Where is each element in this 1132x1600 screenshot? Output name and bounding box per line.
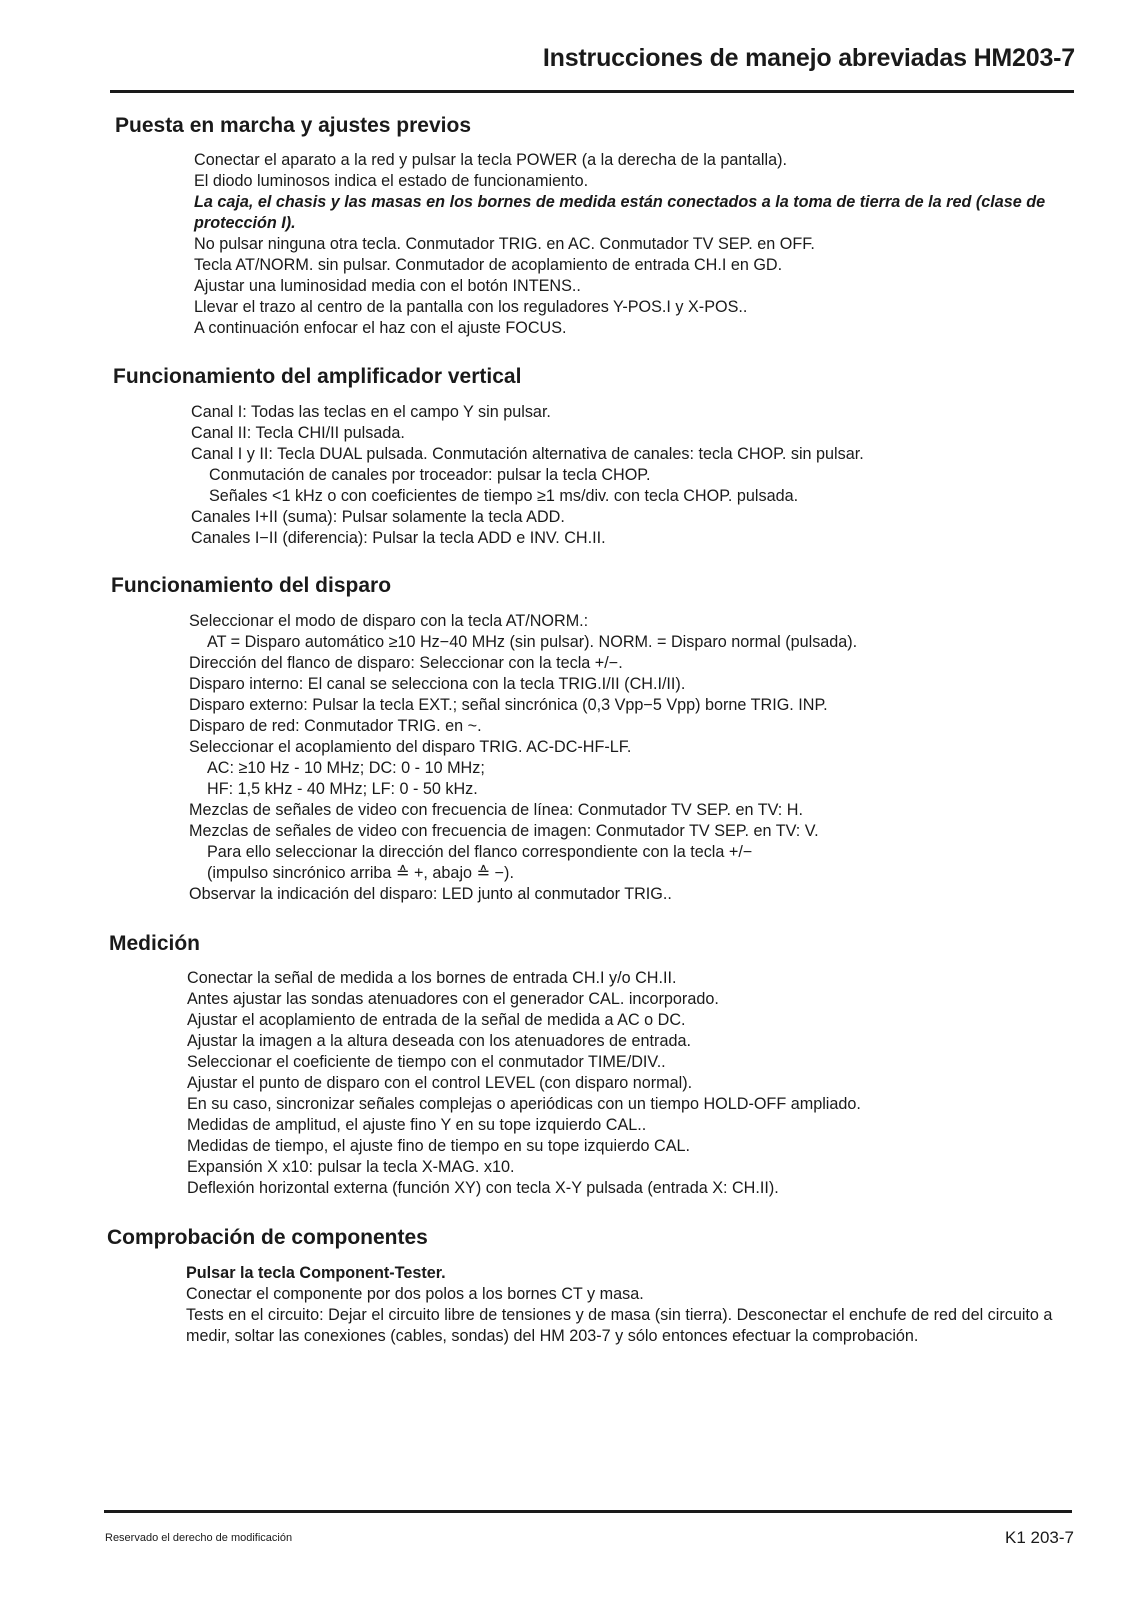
text-line: Canal I: Todas las teclas en el campo Y sin pulsar. [191,403,551,421]
text-line: El diodo luminosos indica el estado de funcionamiento. [194,172,589,190]
text-line: No pulsar ninguna otra tecla. Conmutador TRIG. en AC. Conmutador TV SEP. en OFF. [194,235,815,253]
text-line: En su caso, sincronizar señales complejas o aperiódicas con un tiempo HOLD-OFF ampliado. [187,1095,861,1113]
text-line: Pulsar la tecla Component-Tester. [186,1264,446,1282]
text-line: Ajustar una luminosidad media con el botón INTENS.. [194,277,581,295]
text-line: Dirección del flanco de disparo: Seleccionar con la tecla +/−. [189,654,623,672]
text-line: Antes ajustar las sondas atenuadores con el generador CAL. incorporado. [187,990,719,1008]
text-line: Canales I+II (suma): Pulsar solamente la tecla ADD. [191,508,565,526]
text-line: Tecla AT/NORM. sin pulsar. Conmutador de acoplamiento de entrada CH.I en GD. [194,256,783,274]
bottom-divider [104,1510,1072,1513]
text-line: AT = Disparo automático ≥10 Hz−40 MHz (sin pulsar). NORM. = Disparo normal (pulsada). [207,633,858,651]
text-line: Mezclas de señales de video con frecuencia de línea: Conmutador TV SEP. en TV: H. [189,801,803,819]
section-heading: Medición [109,932,201,955]
text-line: Medidas de tiempo, el ajuste fino de tiempo en su tope izquierdo CAL. [187,1137,691,1155]
text-line: Expansión X x10: pulsar la tecla X-MAG. x10. [187,1158,515,1176]
text-line: Ajustar la imagen a la altura deseada con los atenuadores de entrada. [187,1032,691,1050]
text-line: Llevar el trazo al centro de la pantalla con los reguladores Y-POS.I y X-POS.. [194,298,748,316]
text-line: Señales <1 kHz o con coeficientes de tiempo ≥1 ms/div. con tecla CHOP. pulsada. [209,487,799,505]
top-divider [110,90,1074,93]
text-line: Canales I−II (diferencia): Pulsar la tecla ADD e INV. CH.II. [191,529,606,547]
footer-note: Reservado el derecho de modificación [105,1532,293,1544]
text-line: Conectar el componente por dos polos a los bornes CT y masa. [186,1285,644,1303]
page-title: Instrucciones de manejo abreviadas HM203-7 [542,44,1075,72]
page-number: K1 203-7 [1005,1528,1074,1547]
text-line: Ajustar el acoplamiento de entrada de la señal de medida a AC o DC. [187,1011,686,1029]
text-line: (impulso sincrónico arriba ≙ +, abajo ≙ −). [207,864,514,882]
text-line: Seleccionar el coeficiente de tiempo con el conmutador TIME/DIV.. [187,1053,666,1071]
text-line: Canal I y II: Tecla DUAL pulsada. Conmutación alternativa de canales: tecla CHOP. sin pulsar. [191,445,864,463]
text-line: Conmutación de canales por troceador: pulsar la tecla CHOP. [209,466,651,484]
text-line: Deflexión horizontal externa (función XY) con tecla X-Y pulsada (entrada X: CH.II). [187,1179,779,1197]
text-line: Disparo de red: Conmutador TRIG. en ~. [189,717,482,735]
text-line: Para ello seleccionar la dirección del flanco correspondiente con la tecla +/− [207,843,753,861]
text-line: Conectar la señal de medida a los bornes de entrada CH.I y/o CH.II. [187,969,677,987]
text-line: Disparo externo: Pulsar la tecla EXT.; señal sincrónica (0,3 Vpp−5 Vpp) borne TRIG. INP. [189,696,828,714]
text-line: HF: 1,5 kHz - 40 MHz; LF: 0 - 50 kHz. [207,780,478,798]
text-line: Disparo interno: El canal se selecciona con la tecla TRIG.I/II (CH.I/II). [189,675,686,693]
section-heading: Comprobación de componentes [107,1226,428,1249]
text-paragraph: Tests en el circuito: Dejar el circuito libre de tensiones y de masa (sin tierra). Desconectar el enchufe de red del circuito a medir, soltar las conexiones (cables, sondas) del HM 203-7 y sólo entonces efectuar la comprobación. [186,1306,1053,1345]
section-heading: Puesta en marcha y ajustes previos [115,114,472,137]
text-line: Ajustar el punto de disparo con el control LEVEL (con disparo normal). [187,1074,693,1092]
text-line: Observar la indicación del disparo: LED junto al conmutador TRIG.. [189,885,672,903]
text-line: Seleccionar el acoplamiento del disparo TRIG. AC-DC-HF-LF. [189,738,632,756]
text-line: Conectar el aparato a la red y pulsar la tecla POWER (a la derecha de la pantalla). [194,151,787,169]
warning-text: La caja, el chasis y las masas en los bornes de medida están conectados a la toma de tierra de la red (clase de protección I). [194,193,1046,232]
text-line: AC: ≥10 Hz - 10 MHz; DC: 0 - 10 MHz; [207,759,485,777]
text-line: Canal II: Tecla CHI/II pulsada. [191,424,405,442]
text-line: A continuación enfocar el haz con el ajuste FOCUS. [194,319,567,337]
text-line: Medidas de amplitud, el ajuste fino Y en su tope izquierdo CAL.. [187,1116,647,1134]
section-heading: Funcionamiento del disparo [111,574,392,597]
section-heading: Funcionamiento del amplificador vertical [113,365,522,388]
text-line: Seleccionar el modo de disparo con la tecla AT/NORM.: [189,612,589,630]
text-line: Mezclas de señales de video con frecuencia de imagen: Conmutador TV SEP. en TV: V. [189,822,819,840]
